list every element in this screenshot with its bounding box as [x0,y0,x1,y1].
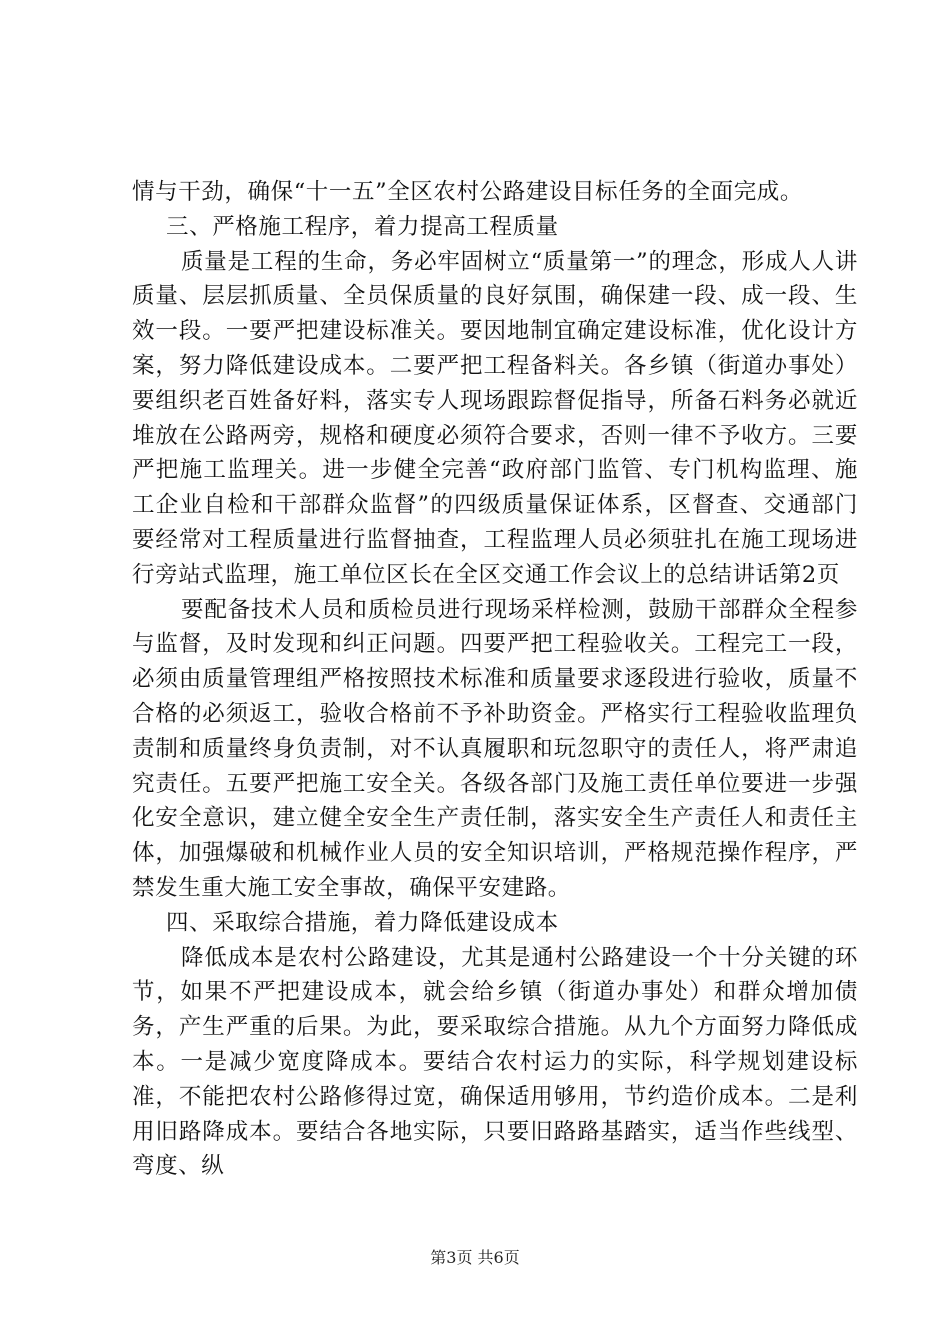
document-body [132,175,858,1184]
paragraph-quality: 质量是工程的生命，务必牢固树立“质量第一”的理念，形成人人讲质量、层层抓质量、全员保质量的良好氛围，确保建一段、成一段、生效一段。一要严把建设标准关。要因地制宜确定建设标准，优化设计方案，努力降低建设成本。二要严把工程备料关。各乡镇（街道办事处）要组织老百姓备好料，落实专人现场跟踪督促指导，所备石料务必就近堆放在公路两旁，规格和硬度必须符合要求，否则一律不予收方。三要严把施工监理关。进一步健全完善“政府部门监管、专门机构监理、施工企业自检和干部群众监督”的四级质量保证体系，区督查、交通部门要经常对工程质量进行监督抽查，工程监理人员必须驻扎在施工现场进行旁站式监理，施工单位区长在全区交通工作会议上的总结讲话第2页 [132,248,858,588]
section-heading-3: 三、严格施工程序，着力提高工程质量 [166,213,559,240]
paragraph-inspection: 要配备技术人员和质检员进行现场采样检测，鼓励干部群众全程参与监督，及时发现和纠正问题。四要严把工程验收关。工程完工一段，必须由质量管理组严格按照技术标准和质量要求逐段进行验收，质量不合格的必须返工，验收合格前不予补助资金。严格实行工程验收监理负责制和质量终身负责制，对不认真履职和玩忽职守的责任人，将严肃追究责任。五要严把施工安全关。各级各部门及施工责任单位要进一步强化安全意识，建立健全安全生产责任制，落实安全生产责任人和责任主体，加强爆破和机械作业人员的安全知识培训，严格规范操作程序，严禁发生重大施工安全事故，确保平安建路。 [132,596,858,901]
paragraph-cost: 降低成本是农村公路建设，尤其是通村公路建设一个十分关键的环节，如果不严把建设成本，就会给乡镇（街道办事处）和群众增加债务，产生严重的后果。为此，要采取综合措施。从九个方面努力降低成本。一是减少宽度降成本。要结合农村运力的实际，科学规划建设标准，不能把农村公路修得过宽，确保适用够用，节约造价成本。二是利用旧路降成本。要结合各地实际，只要旧路路基踏实，适当作些线型、弯度、纵 [132,944,858,1180]
section-heading-4: 四、采取综合措施，着力降低建设成本 [166,909,559,936]
paragraph-continuation: 情与干劲，确保“十一五”全区农村公路建设目标任务的全面完成。 [132,179,804,205]
page-footer: 第3页 共6页 [430,1248,520,1267]
